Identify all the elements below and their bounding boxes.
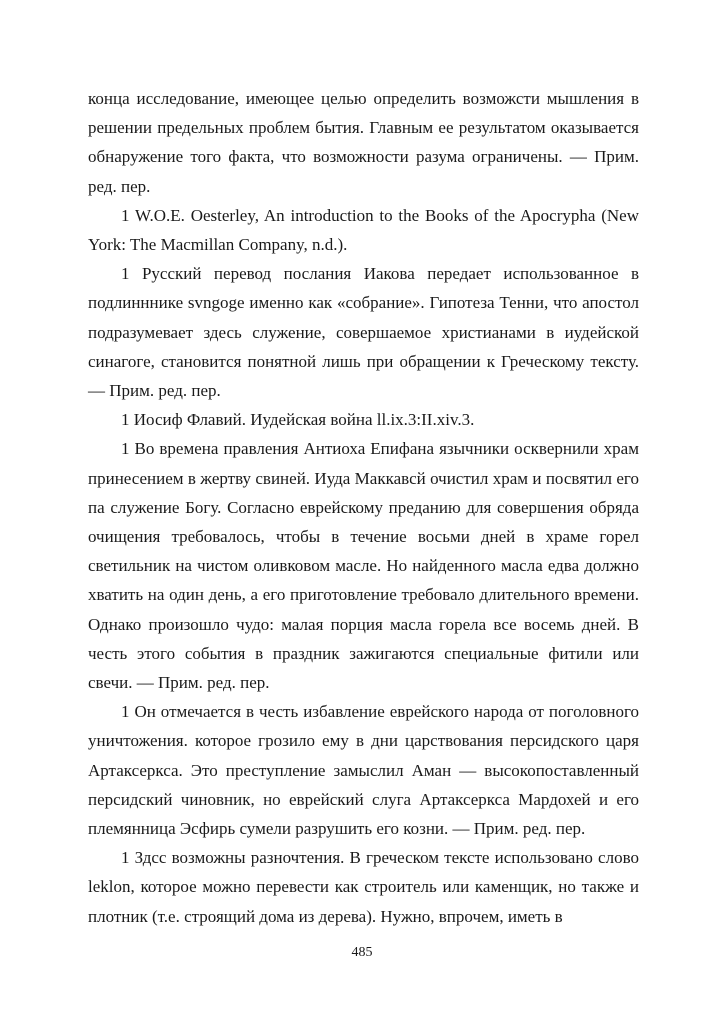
page-number: 485 [351,945,373,960]
page-body [88,84,639,931]
footnote-josephus: 1 Иосиф Флавий. Иудейская война ll.ix.3:II.xiv.3. [121,410,475,430]
footnote-oesterley: 1 W.O.E. Oesterley, An introduction to the Books of the Apocrypha (New York: The Macmillan Company, n.d.). [88,205,639,255]
paragraph-continuation: конца исследование, имеющее целью определить возможсти мышления в решении предельных проблем бытия. Главным ее результатом оказывается обнаружение того факта, что возможности разума ограничены. — Прим. ред. пер. [88,89,639,196]
footnote-tekton: 1 Здсс возможны разночтения. В греческом тексте использовано слово leklon, которое можно перевести как строитель или каменщик, но также и плотник (т.е. строящий дома из дерева). Нужно, впрочем, иметь в [88,848,639,926]
footnote-hanukkah: 1 Во времена правления Антиоха Епифана язычники осквернили храм принесением в жертву свиней. Иуда Маккавсй очистил храм и посвятил его па служение Богу. Согласно еврейскому преданию для совершения обряда очищения требовалось, чтобы в течение восьми дней в храме горел светильник на чистом оливковом масле. Но найденного масла едва должно хватить на один день, а его приготовление требовало длительного времени. Однако произошло чудо: малая порция масла горела все восемь дней. В честь этого события в праздник зажигаются специальные фитили или свечи. — Прим. ред. пер. [88,439,639,693]
footnote-synagogue: 1 Русский перевод послания Иакова передает использованное в подлинннике svngoge именно как «собрание». Гипотеза Тенни, что апостол подразумевает здесь служение, совершаемое христианами в иудейской синагоге, становится понятной лишь при обращении к Греческому тексту. — Прим. ред. пер. [88,264,639,401]
footnote-purim: 1 Он отмечается в честь избавление еврейского народа от поголовного уничтожения. которое грозило ему в дни царствования персидского царя Артаксеркса. Это преступление замыслил Аман — высокопоставленный персидский чиновник, но еврейский слуга Артаксеркса Мардохей и его племянница Эсфирь сумели разрушить его козни. — Прим. ред. пер. [88,702,639,839]
